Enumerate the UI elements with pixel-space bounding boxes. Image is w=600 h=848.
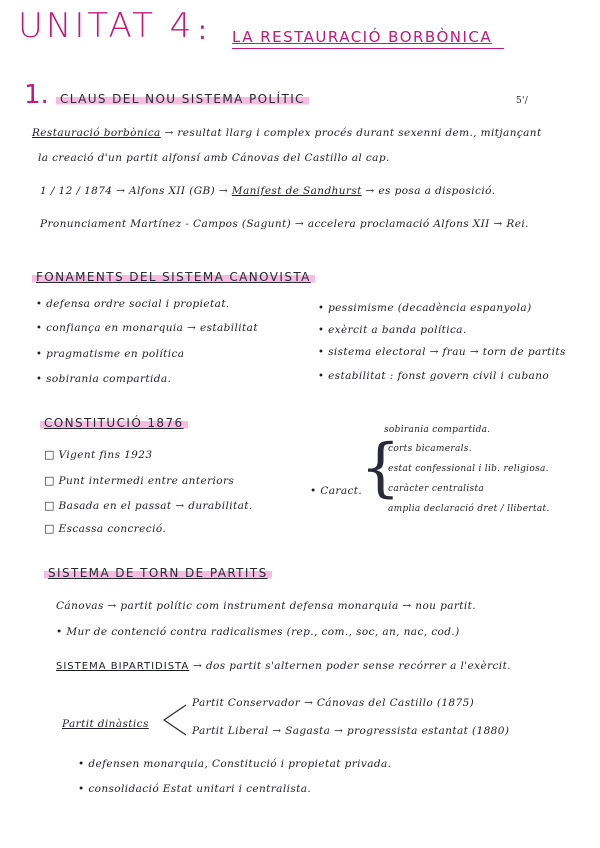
dinastics-label: Partit dinàstics	[62, 718, 149, 730]
line-3-start: 1 / 12 / 1874 → Alfons XII (GB) →	[40, 185, 229, 197]
bullet: •	[318, 303, 325, 314]
list-item	[44, 499, 253, 512]
list-item-text: Basada en el passat → durabilitat.	[58, 500, 253, 512]
bullet: •	[36, 323, 43, 334]
list-item	[36, 298, 230, 310]
subtitle-underline	[232, 48, 504, 49]
list-item	[318, 302, 532, 314]
bullet: •	[318, 371, 325, 382]
section-1-line-4: Pronunciament Martínez - Campos (Sagunt) → accelera proclamació Alfons XII → Rei.	[40, 218, 529, 230]
corner-note: 5'/	[516, 96, 529, 106]
list-item	[36, 373, 171, 385]
branch-conservador: Partit Conservador → Cánovas del Castillo (1875)	[192, 697, 475, 709]
bullet: •	[318, 325, 325, 336]
list-item-text: sistema electoral → frau → torn de partits	[328, 346, 566, 358]
list-item: corts bicamerals.	[388, 444, 472, 454]
unit-subtitle: LA RESTAURACIÓ BORBÒNICA	[232, 28, 493, 46]
manifest-sandhurst: Manifest de Sandhurst	[231, 185, 362, 197]
branch-liberal: Partit Liberal → Sagasta → progressista estantat (1880)	[192, 725, 510, 737]
list-item-text: confiança en monarquia → estabilitat	[46, 322, 258, 334]
torn-line-2: • Mur de contenció contra radicalismes (rep., com., soc, an, nac, cod.)	[56, 626, 460, 638]
fonaments-heading: FONAMENTS DEL SISTEMA CANOVISTA	[32, 270, 315, 284]
list-item: sobirania compartida.	[384, 425, 491, 435]
list-item	[44, 474, 234, 487]
bullet: •	[36, 374, 43, 385]
bipartidista-rest: → dos partit s'alternen poder sense recórrer a l'exèrcit.	[192, 660, 511, 672]
bullet: •	[36, 349, 43, 360]
list-item: caràcter centralista	[388, 484, 485, 494]
branch-icon	[160, 700, 190, 740]
list-item-text: Punt intermedi entre anteriors	[58, 475, 235, 487]
list-item-text: sobirania compartida.	[46, 373, 172, 385]
list-item-text: pessimisme (decadència espanyola)	[328, 302, 532, 314]
line-1-rest: → resultat llarg i complex procés durant sexenni dem., mitjançant	[164, 127, 542, 139]
list-item	[44, 522, 166, 535]
list-item-text: defensa ordre social i propietat.	[46, 298, 230, 310]
list-item: amplia declaració dret / llibertat.	[388, 504, 550, 514]
section-1-line-2: la creació d'un partit alfonsí amb Cánovas del Castillo al cap.	[38, 152, 390, 164]
list-item: estat confessional i lib. religiosa.	[388, 464, 549, 474]
list-item-text: Escassa concreció.	[58, 523, 167, 535]
list-item-text: Vigent fins 1923	[58, 449, 153, 461]
line-3-end: → es posa a disposició.	[365, 185, 496, 197]
caract-label: • Caract.	[310, 485, 363, 497]
constitucio-heading: CONSTITUCIÓ 1876	[40, 416, 188, 430]
square-bullet: □	[44, 474, 55, 487]
list-item	[36, 348, 184, 360]
square-bullet: □	[44, 448, 55, 461]
torn-heading: SISTEMA DE TORN DE PARTITS	[44, 566, 272, 580]
section-1-line-3	[40, 185, 495, 197]
bullet: •	[318, 347, 325, 358]
list-item-text: exèrcit a banda política.	[328, 324, 467, 336]
torn-bullet-1: • defensen monarquia, Constitució i propietat privada.	[78, 758, 392, 770]
restauracio-term: Restauració borbònica	[32, 127, 161, 139]
bipartidista-line	[56, 660, 511, 672]
torn-line-1: Cánovas → partit polític com instrument defensa monarquia → nou partit.	[56, 600, 477, 612]
section-1-line-1	[32, 127, 542, 139]
list-item	[318, 346, 566, 358]
unit-title: UNITAT 4	[18, 6, 195, 46]
square-bullet: □	[44, 522, 55, 535]
list-item	[318, 324, 467, 336]
title-colon: :	[198, 16, 207, 46]
list-item-text: pragmatisme en política	[46, 348, 185, 360]
bullet: •	[36, 299, 43, 310]
list-item	[44, 448, 152, 461]
bipartidista-label: SISTEMA BIPARTIDISTA	[56, 661, 190, 672]
list-item-text: estabilitat : fonst govern civil i cubano	[328, 370, 550, 382]
section-1-heading: CLAUS DEL NOU SISTEMA POLÍTIC	[56, 92, 309, 106]
brace-icon: {	[360, 431, 401, 505]
section-1-number: 1.	[24, 80, 49, 110]
torn-bullet-2: • consolidació Estat unitari i centralista.	[78, 783, 312, 795]
square-bullet: □	[44, 499, 55, 512]
list-item	[318, 370, 549, 382]
list-item	[36, 322, 258, 334]
